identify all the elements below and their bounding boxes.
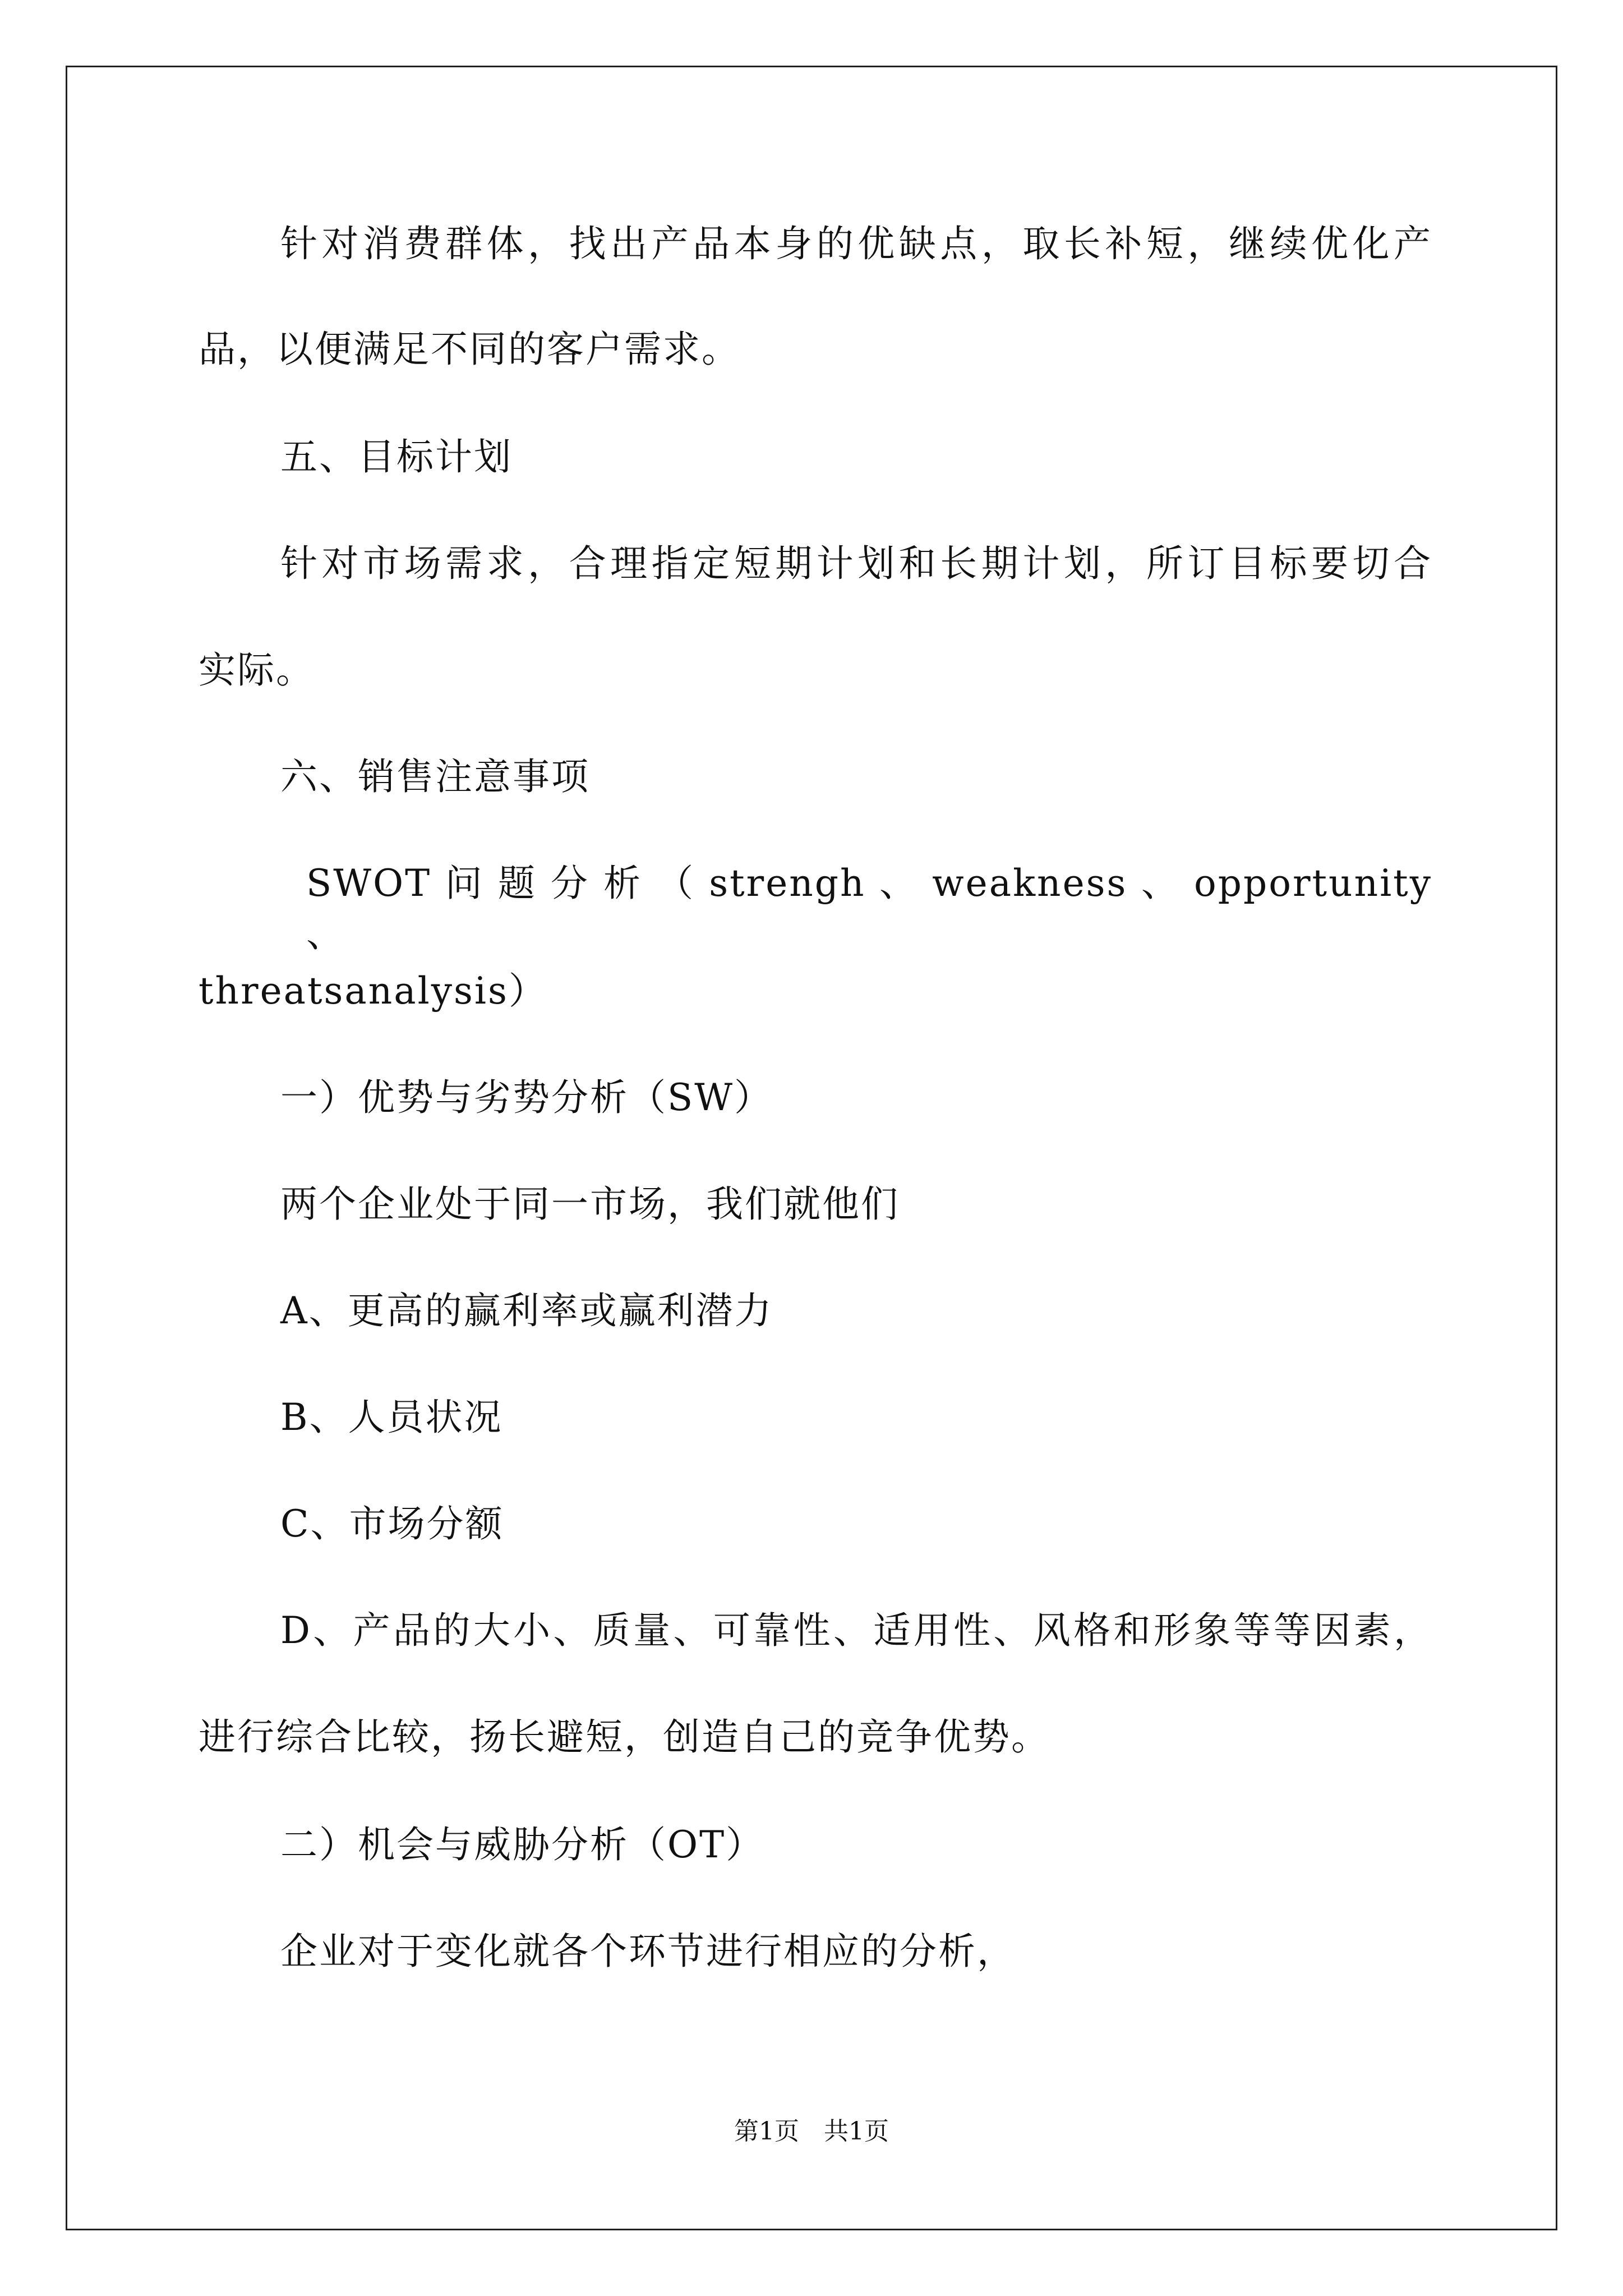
paragraph-line: 两个企业处于同一市场，我们就他们 xyxy=(280,1182,900,1226)
paragraph-line: 品，以便满足不同的客户需求。 xyxy=(199,328,740,371)
subsection-heading: 一）优势与劣势分析（SW） xyxy=(280,1076,773,1119)
page-frame xyxy=(66,66,1557,2230)
paragraph-line: 针对市场需求，合理指定短期计划和长期计划，所订目标要切合 xyxy=(280,542,1432,585)
page-footer: 第1页 共1页 xyxy=(734,2117,889,2146)
list-item: C、市场分额 xyxy=(280,1502,504,1545)
paragraph-line: 实际。 xyxy=(199,648,315,692)
list-item: B、人员状况 xyxy=(280,1396,503,1439)
paragraph-line: 进行综合比较，扬长避短，创造自己的竞争优势。 xyxy=(199,1715,1050,1759)
paragraph-line: SWOT 问 题 分 析 （ strengh 、 weakness 、 opportunity 、 xyxy=(306,862,1432,955)
paragraph-line: 针对消费群体，找出产品本身的优缺点，取长补短，继续优化产 xyxy=(280,222,1432,265)
paragraph-line: threatsanalysis） xyxy=(199,969,547,1013)
list-item: D、产品的大小、质量、可靠性、适用性、风格和形象等等因素， xyxy=(280,1609,1432,1652)
paragraph-line: 企业对于变化就各个环节进行相应的分析， xyxy=(280,1930,1016,1973)
list-item: A、更高的赢利率或赢利潜力 xyxy=(280,1289,773,1332)
section-heading: 六、销售注意事项 xyxy=(280,755,590,798)
section-heading: 五、目标计划 xyxy=(280,435,513,478)
subsection-heading: 二）机会与威胁分析（OT） xyxy=(280,1823,765,1866)
